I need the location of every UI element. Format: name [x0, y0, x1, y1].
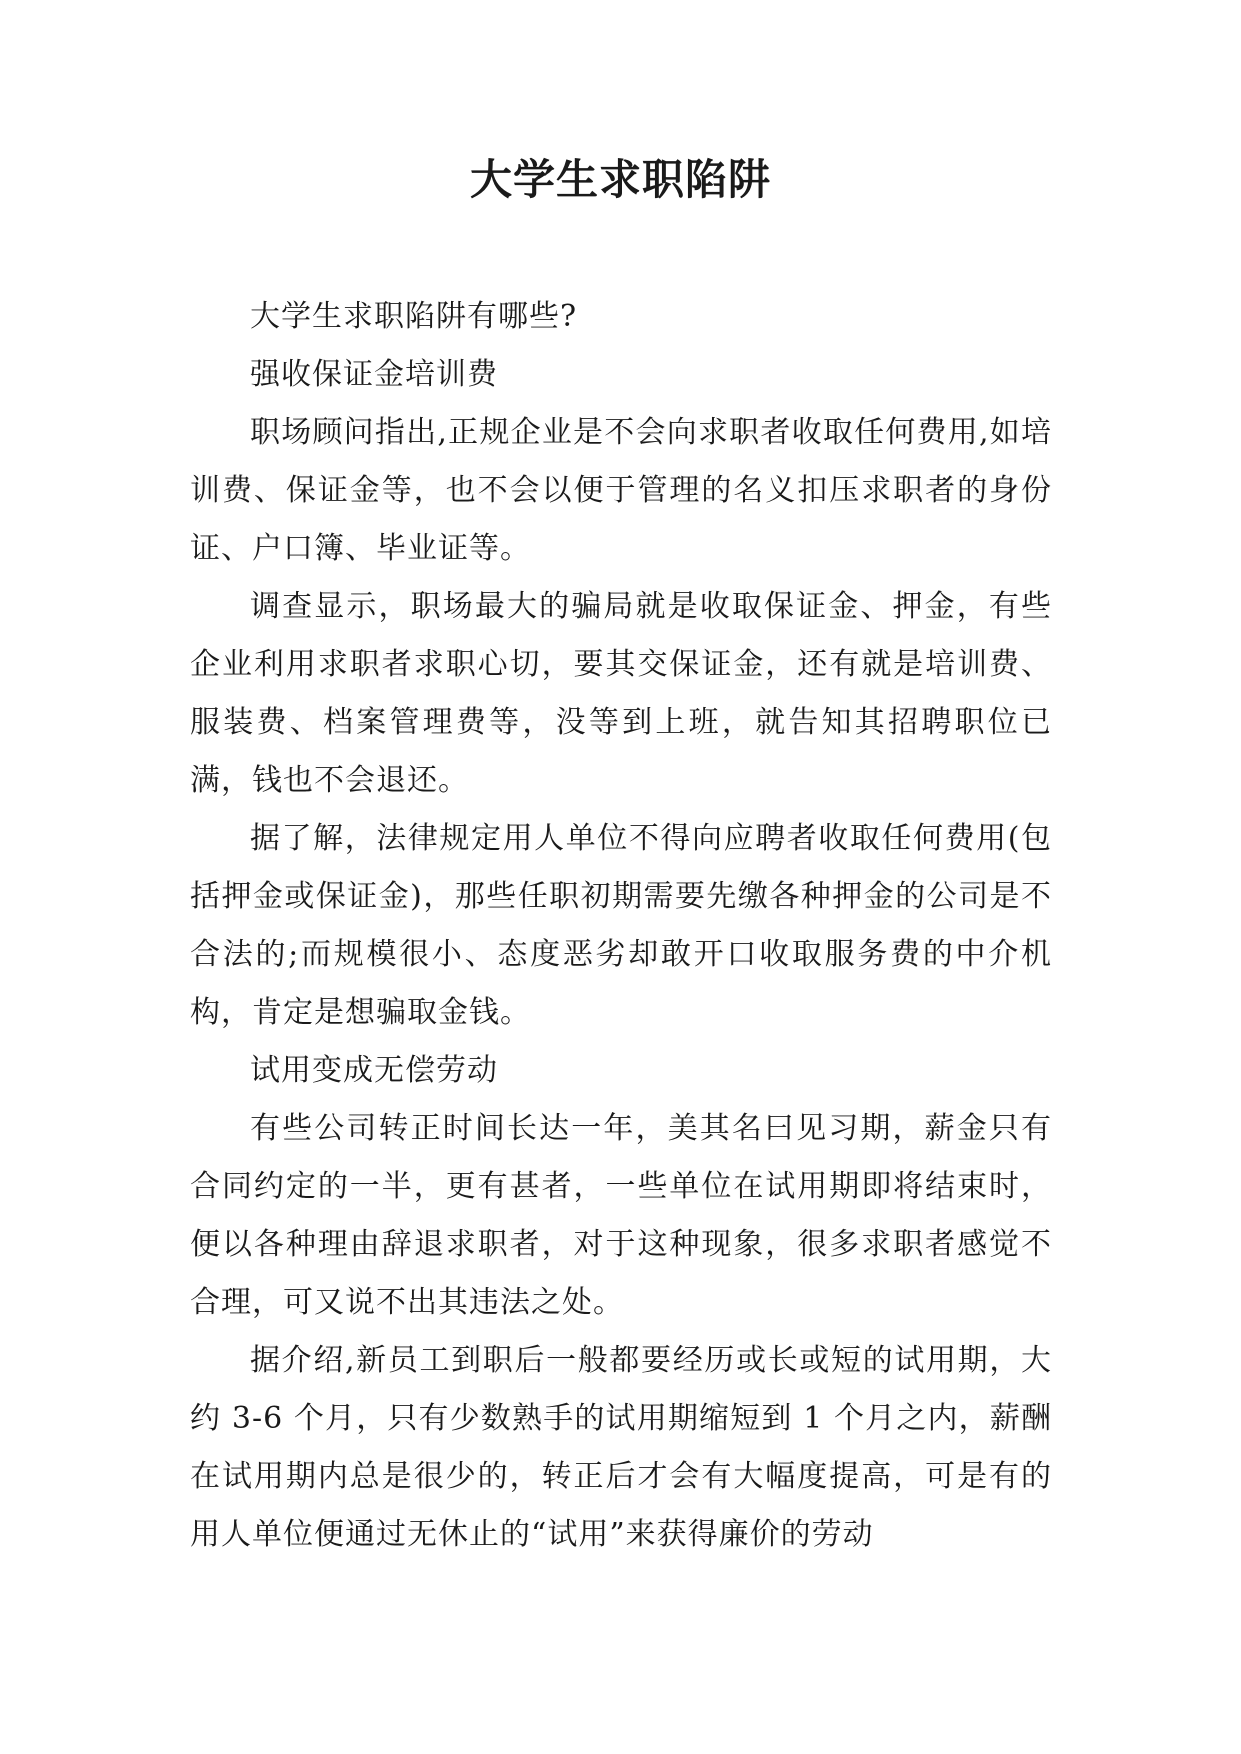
document-title: 大学生求职陷阱: [469, 155, 771, 204]
document-body: [190, 288, 1052, 1564]
paragraph: 调查显示，职场最大的骗局就是收取保证金、押金，有些企业利用求职者求职心切，要其交保证金，还有就是培训费、服装费、档案管理费等，没等到上班，就告知其招聘职位已满，钱也不会退还。: [190, 589, 1052, 798]
paragraph: 试用变成无偿劳动: [250, 1053, 498, 1088]
paragraph: 强收保证金培训费: [250, 357, 498, 392]
paragraph: 职场顾问指出,正规企业是不会向求职者收取任何费用,如培训费、保证金等，也不会以便于管理的名义扣压求职者的身份证、户口簿、毕业证等。: [190, 415, 1052, 566]
paragraph: 据介绍,新员工到职后一般都要经历或长或短的试用期，大约 3-6 个月，只有少数熟手的试用期缩短到 1 个月之内，薪酬在试用期内总是很少的，转正后才会有大幅度提高，可是有的用人单位便通过无休止的“试用”来获得廉价的劳动: [190, 1343, 1052, 1552]
paragraph: 有些公司转正时间长达一年，美其名曰见习期，薪金只有合同约定的一半，更有甚者，一些单位在试用期即将结束时，便以各种理由辞退求职者，对于这种现象，很多求职者感觉不合理，可又说不出其违法之处。: [190, 1111, 1052, 1320]
paragraph: 大学生求职陷阱有哪些?: [250, 299, 578, 334]
paragraph: 据了解，法律规定用人单位不得向应聘者收取任何费用(包括押金或保证金)，那些任职初期需要先缴各种押金的公司是不合法的;而规模很小、态度恶劣却敢开口收取服务费的中介机构，肯定是想骗取金钱。: [190, 821, 1052, 1030]
